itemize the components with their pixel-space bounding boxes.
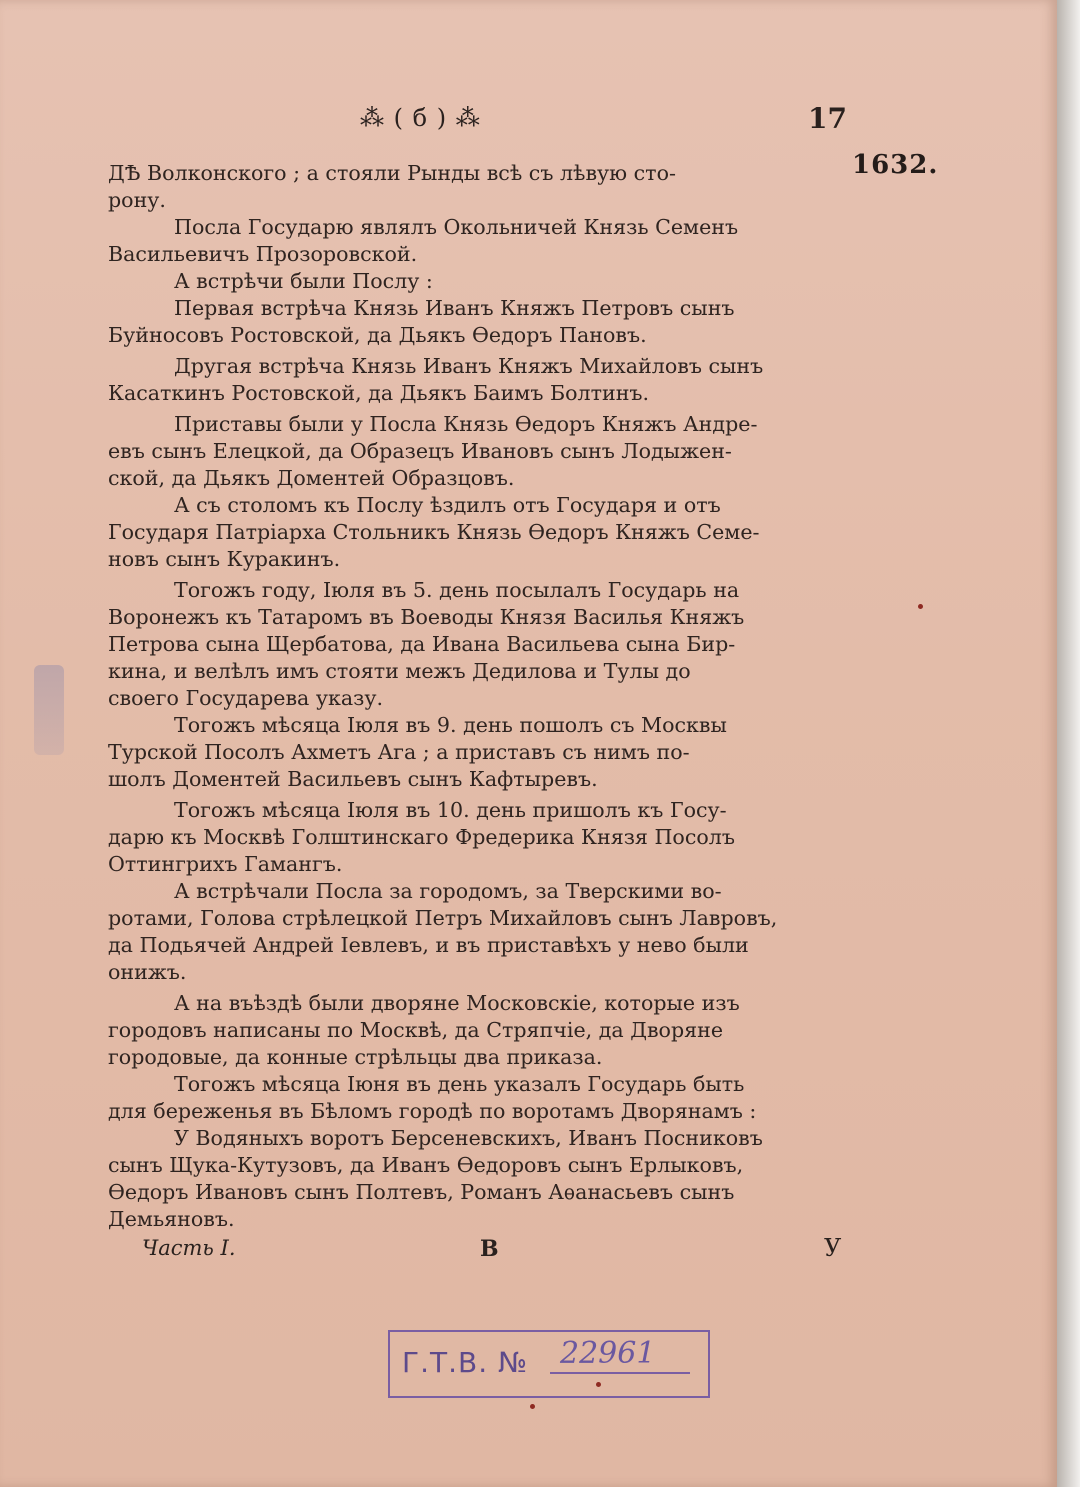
text-line: ротами, Голова стрѣлецкой Петръ Михайловъ сынъ Лавровъ, [108, 906, 778, 930]
text-line: Посла Государю являлъ Окольничей Князь Семенъ [174, 215, 739, 239]
ink-speck [918, 604, 923, 609]
text-line: евъ сынъ Елецкой, да Образецъ Ивановъ сынъ Лодыжен- [108, 439, 732, 463]
stamp-label: Г.Т.В. № [402, 1346, 529, 1379]
text-line: Тогожъ мѣсяца Іюня въ день указалъ Государь быть [174, 1072, 745, 1096]
text-line: ской, да Дьякъ Доментей Образцовъ. [108, 466, 515, 490]
text-line: шолъ Доментей Васильевъ сынъ Кафтыревъ. [108, 767, 598, 791]
text-line: Тогожъ году, Іюля въ 5. день посылалъ Государь на [174, 578, 740, 602]
text-line: Ѳедоръ Ивановъ сынъ Полтевъ, Романъ Аѳанасьевъ сынъ [108, 1180, 735, 1204]
text-line: городовые, да конные стрѣльцы два приказа. [108, 1045, 603, 1069]
text-line: рону. [108, 188, 166, 212]
text-line: городовъ написаны по Москвѣ, да Стряпчіе, да Дворяне [108, 1018, 724, 1042]
signature-mark: В [480, 1236, 499, 1262]
header-ornament-signature: ⁂ ( б ) ⁂ [360, 104, 481, 132]
text-line: своего Государева указу. [108, 686, 384, 710]
text-line: Буйносовъ Ростовской, да Дьякъ Ѳедоръ Пановъ. [108, 323, 647, 347]
stamp-number: 22961 [560, 1336, 656, 1371]
text-line: А съ столомъ къ Послу ѣздилъ отъ Государя и отъ [174, 493, 721, 517]
page-number: 17 [808, 102, 847, 135]
text-line: онижъ. [108, 960, 187, 984]
text-line: да Подьячей Андрей Іевлевъ, и въ приставѣхъ у нево были [108, 933, 749, 957]
page-footer [0, 1232, 1057, 1272]
text-line: Оттингрихъ Гамангъ. [108, 852, 343, 876]
part-label: Часть I. [142, 1236, 236, 1260]
text-line: Петрова сына Щербатова, да Ивана Васильева сына Бир- [108, 632, 736, 656]
text-line: Государя Патріарха Стольникъ Князь Ѳедоръ Княжъ Семе- [108, 520, 760, 544]
ink-speck [596, 1382, 601, 1387]
text-line: для береженья въ Бѣломъ городѣ по воротамъ Дворянамъ : [108, 1099, 757, 1123]
library-stamp [388, 1330, 710, 1398]
margin-year: 1632. [852, 150, 939, 180]
text-line: Воронежъ къ Татаромъ въ Воеводы Князя Василья Княжъ [108, 605, 745, 629]
ink-speck [530, 1404, 535, 1409]
text-line: А на въѣздѣ были дворяне Московскіе, которые изъ [174, 991, 740, 1015]
text-line: ДѢ Волконского ; а стояли Рынды всѣ съ лѣвую сто- [108, 161, 676, 185]
margin-ink-mark [34, 665, 64, 755]
text-line: Турской Посолъ Ахметъ Ага ; а приставъ съ нимъ по- [108, 740, 690, 764]
text-line: А встрѣчали Посла за городомъ, за Тверскими во- [174, 879, 722, 903]
text-line: Другая встрѣча Князь Иванъ Княжъ Михайловъ сынъ [174, 354, 764, 378]
text-line: новъ сынъ Куракинъ. [108, 547, 341, 571]
body-text [108, 160, 848, 1233]
catchword: У [824, 1234, 842, 1262]
text-line: дарю къ Москвѣ Голштинскаго Фредерика Князя Посолъ [108, 825, 735, 849]
text-line: Тогожъ мѣсяца Іюля въ 10. день пришолъ къ Госу- [174, 798, 727, 822]
text-line: У Водяныхъ воротъ Берсеневскихъ, Иванъ Посниковъ [174, 1126, 763, 1150]
text-line: сынъ Щука-Кутузовъ, да Иванъ Ѳедоровъ сынъ Ерлыковъ, [108, 1153, 744, 1177]
text-line: Первая встрѣча Князь Иванъ Княжъ Петровъ сынъ [174, 296, 735, 320]
text-line: Касаткинъ Ростовской, да Дьякъ Баимъ Болтинъ. [108, 381, 650, 405]
page-header [0, 100, 1057, 140]
text-line: Демьяновъ. [108, 1207, 235, 1231]
text-line: А встрѣчи были Послу : [174, 269, 433, 293]
text-line: Тогожъ мѣсяца Іюля въ 9. день пошолъ съ Москвы [174, 713, 727, 737]
text-line: Приставы были у Посла Князь Ѳедоръ Княжъ Андре- [174, 412, 758, 436]
text-line: кина, и велѣлъ имъ стояти межъ Дедилова и Тулы до [108, 659, 691, 683]
stamp-underline [550, 1372, 690, 1374]
text-line: Васильевичъ Прозоровской. [108, 242, 418, 266]
page-edge [1057, 0, 1080, 1487]
